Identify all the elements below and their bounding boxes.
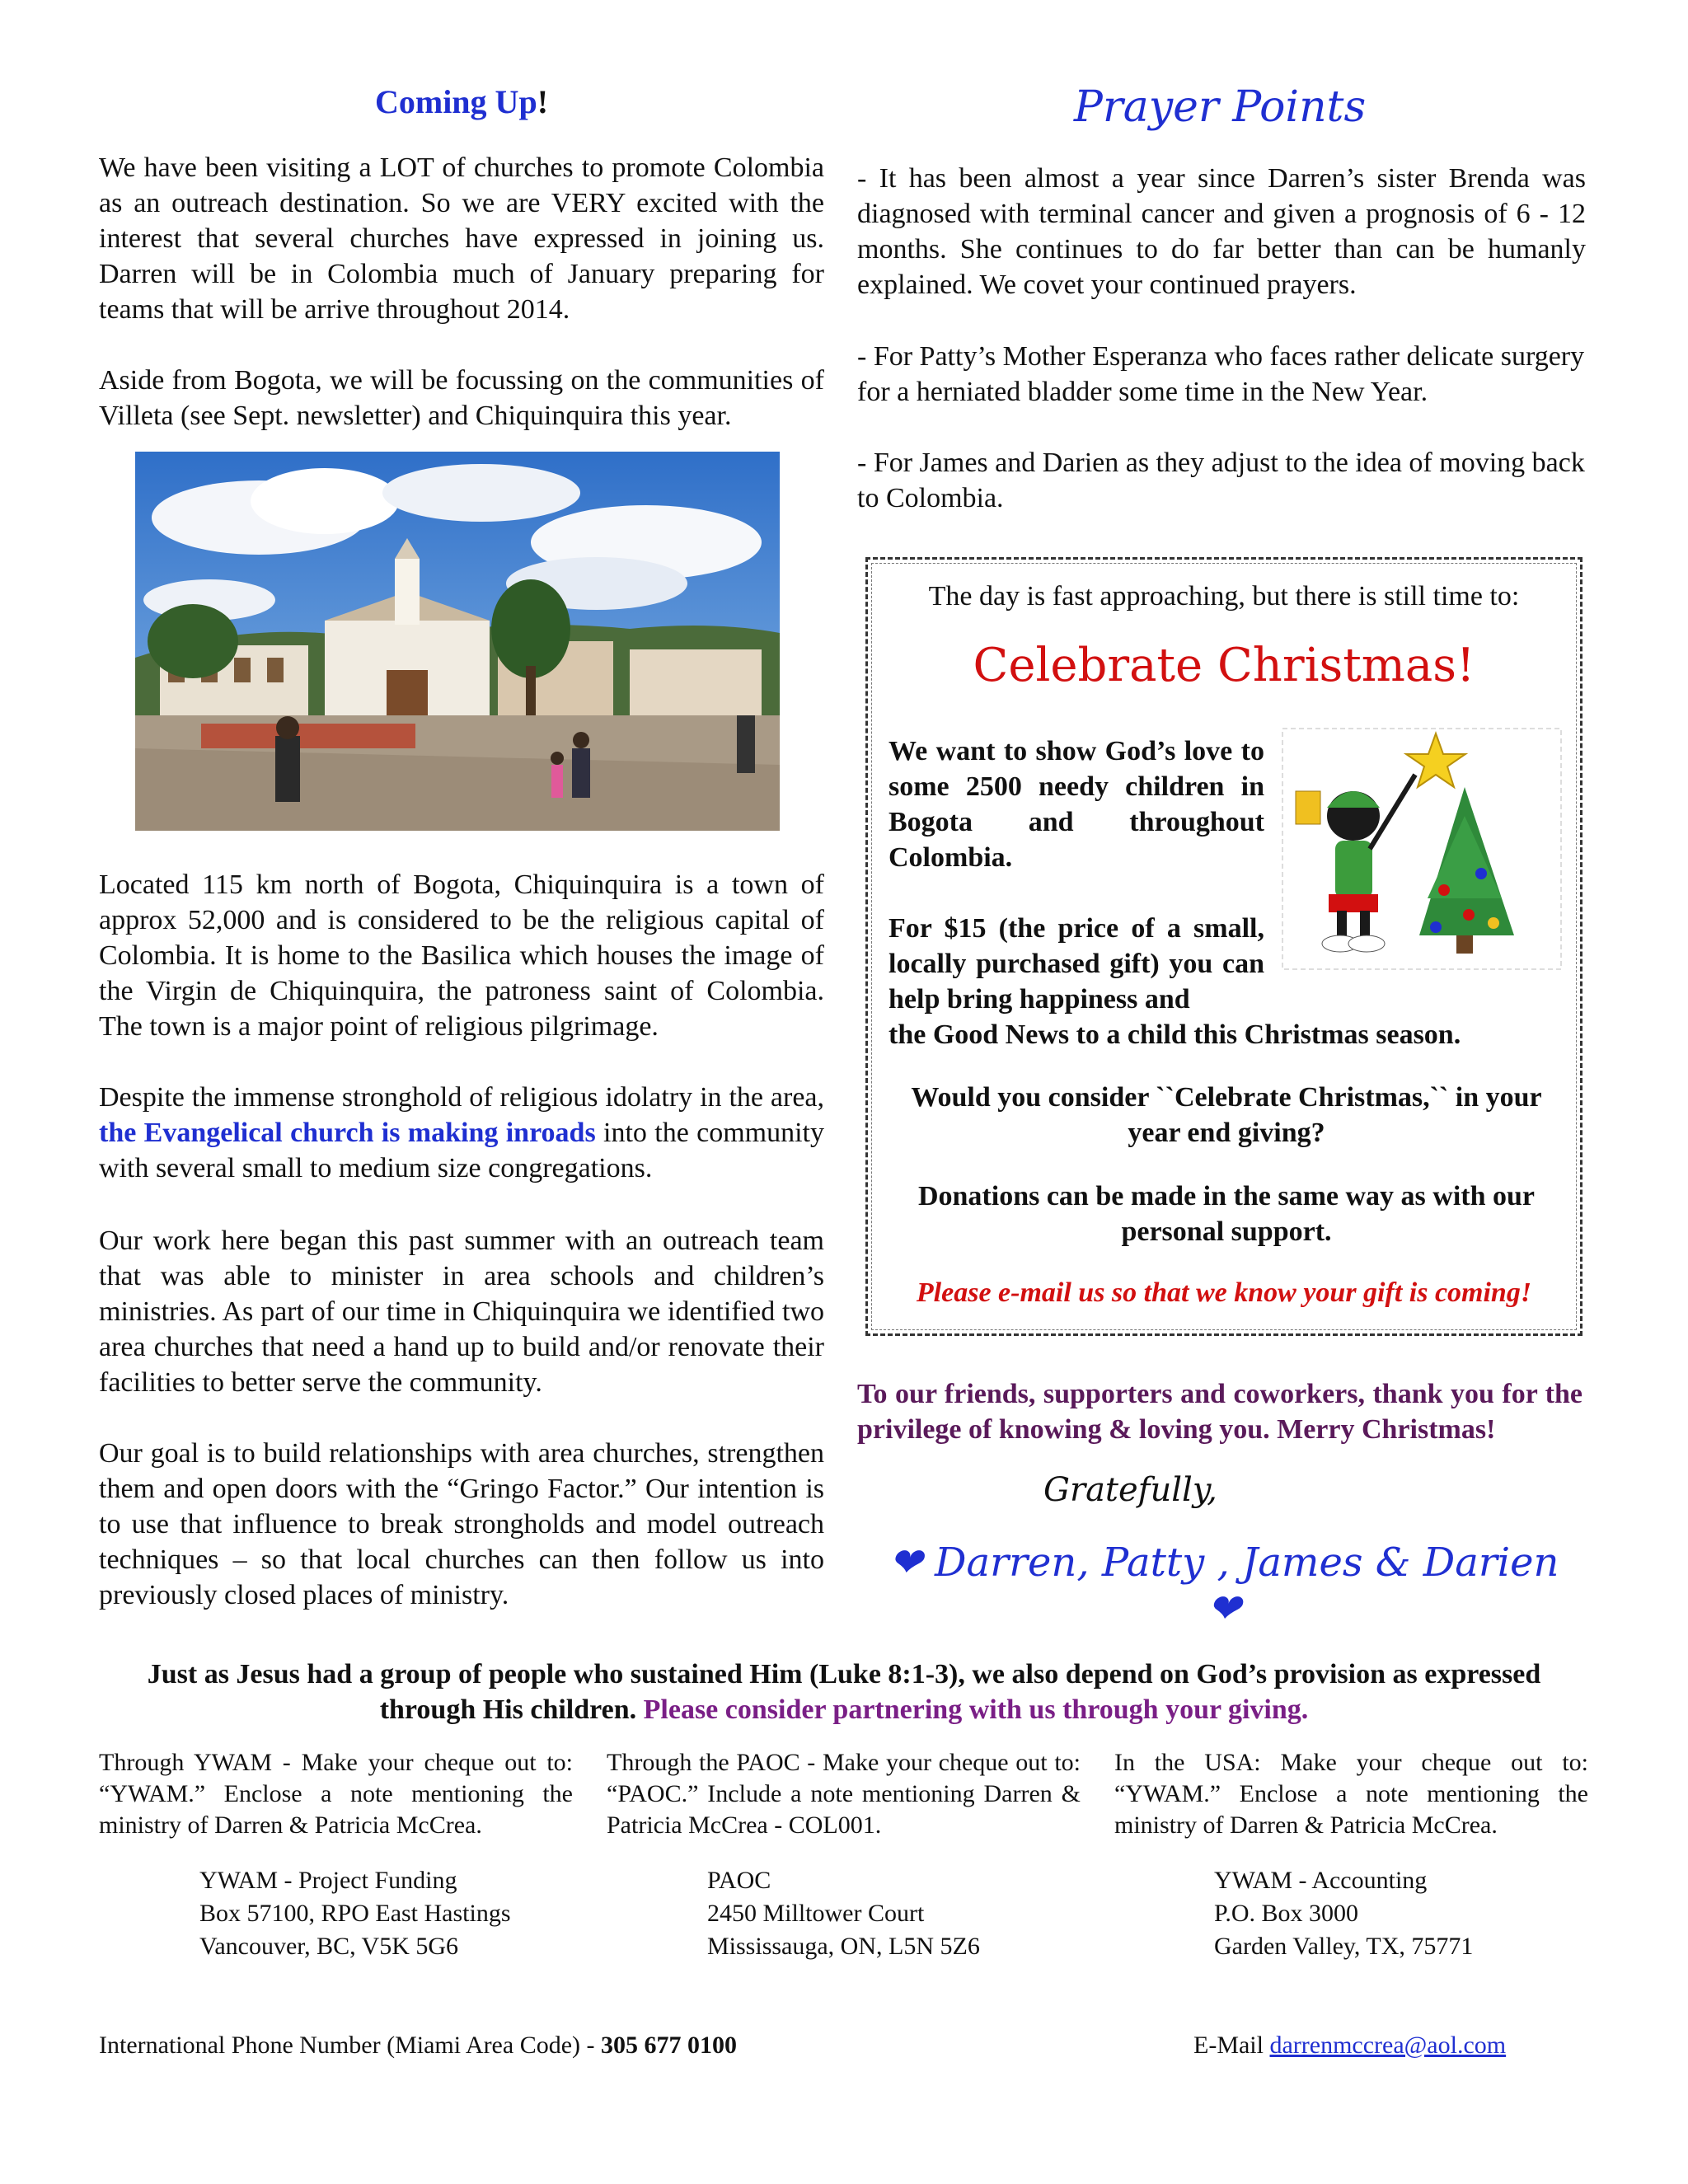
partnership-text: Just as Jesus had a group of people who sustained Him (Luke 8:1-3), we also depend on God’s provision as expressed through His children. — [147, 1659, 1541, 1725]
christmas-email-note: Please e-mail us so that we know your gift is coming! — [916, 1277, 1532, 1308]
usa-giving-instructions: In the USA: Make your cheque out to: “YWAM.” Enclose a note mentioning the ministry of Darren & Patricia McCrea. — [1114, 1749, 1588, 1839]
phone-line — [99, 2032, 737, 2060]
address-line: PAOC — [707, 1867, 771, 1894]
address-line: Mississauga, ON, L5N 5Z6 — [707, 1933, 980, 1960]
email-line — [1193, 2032, 1506, 2060]
christmas-text-1: We want to show God’s love to some 2500 needy children in Bogota and throughout Colombia. — [889, 736, 1264, 873]
evangelical-highlight: the Evangelical church is making inroads — [99, 1118, 596, 1148]
address-line: P.O. Box 3000 — [1214, 1900, 1359, 1927]
address-line: Vancouver, BC, V5K 5G6 — [199, 1933, 459, 1960]
address-line: Garden Valley, TX, 75771 — [1214, 1933, 1474, 1960]
paragraph-4-part-a: Despite the immense stronghold of religious idolatry in the area, — [99, 1082, 824, 1113]
christmas-text-2: For $15 (the price of a small, locally purchased gift) you can help bring happiness and — [889, 913, 1264, 1015]
phone-label: International Phone Number (Miami Area Code) - — [99, 2032, 601, 2059]
coming-up-paragraph-2: Aside from Bogota, we will be focussing on the communities of Villeta (see Sept. newsletter) and Chiquinquira this year. — [99, 365, 824, 431]
address-line: YWAM - Accounting — [1214, 1867, 1428, 1894]
address-line: YWAM - Project Funding — [199, 1867, 457, 1894]
coming-up-title — [99, 82, 824, 121]
chiquinquira-town-photo — [135, 452, 780, 831]
gratefully-text: Gratefully, — [1043, 1471, 1217, 1509]
partnership-highlight: Please consider partnering with us through your giving. — [643, 1694, 1309, 1725]
christmas-text-2b: the Good News to a child this Christmas season. — [889, 1019, 1461, 1050]
phone-number: 305 677 0100 — [601, 2032, 737, 2059]
prayer-point-1: - It has been almost a year since Darren’s sister Brenda was diagnosed with terminal cancer and given a prognosis of 6 - 12 months. She continues to do far better than can be humanly explained. We covet your continued prayers. — [857, 163, 1586, 300]
ywam-giving-instructions: Through YWAM - Make your cheque out to: “YWAM.” Enclose a note mentioning the ministry of Darren & Patricia McCrea. — [99, 1749, 573, 1839]
christmas-intro: The day is fast approaching, but there is still time to: — [928, 581, 1520, 612]
email-link[interactable]: darrenmccrea@aol.com — [1269, 2032, 1507, 2059]
christmas-cartoon-image — [1279, 725, 1564, 972]
signature-names: Darren, Patty , James & Darien — [935, 1540, 1559, 1586]
heart-icon: ❤ — [889, 1540, 922, 1586]
usa-address — [1214, 1864, 1473, 1963]
coming-up-title-text: Coming Up — [374, 83, 537, 120]
prayer-point-2: - For Patty’s Mother Esperanza who faces rather delicate surgery for a herniated bladder some time in the New Year. — [857, 341, 1585, 407]
paragraph-4-part-c: into the community with several small to medium size congregations. — [99, 1118, 824, 1183]
coming-up-paragraph-3: Located 115 km north of Bogota, Chiquinquira is a town of approx 52,000 and is considered to be the religious capital of Colombia. It is home to the Basilica which houses the image of the Virgin de Chiquinquira, the patroness saint of Colombia. The town is a major point of religious pilgrimage. — [99, 869, 824, 1042]
christmas-donations: Donations can be made in the same way as with our personal support. — [917, 1181, 1536, 1247]
paoc-address — [707, 1864, 980, 1963]
coming-up-title-bang: ! — [537, 83, 549, 120]
signature — [882, 1540, 1566, 1632]
coming-up-paragraph-1: We have been visiting a LOT of churches to promote Colombia as an outreach destination. So we are VERY excited with the interest that several churches have expressed in joining us. Darren will be in Colombia much of January preparing for teams that will be arrive throughout 2014. — [99, 152, 824, 325]
address-line: Box 57100, RPO East Hastings — [199, 1900, 511, 1927]
paoc-giving-instructions: Through the PAOC - Make your cheque out to: “PAOC.” Include a note mentioning Darren & Patricia McCrea - COL001. — [607, 1749, 1081, 1839]
celebrate-christmas-title: Celebrate Christmas! — [973, 639, 1475, 692]
coming-up-paragraph-6: Our goal is to build relationships with area churches, strengthen them and open doors with the “Gringo Factor.” Our intention is to use that influence to break strongholds and model outreach techniques – so that local churches can then follow us into previously closed places of ministry. — [99, 1438, 824, 1610]
coming-up-paragraph-4 — [99, 1080, 824, 1186]
heart-icon: ❤ — [1207, 1586, 1241, 1632]
coming-up-paragraph-5: Our work here began this past summer with an outreach team that was able to minister in area schools and children’s ministries. As part of our time in Chiquinquira we identified two area churches that need a hand up to build and/or renovate their facilities to better serve the community. — [99, 1226, 824, 1398]
christmas-question: Would you consider ``Celebrate Christmas,`` in your year end giving? — [911, 1082, 1542, 1148]
prayer-point-3: - For James and Darien as they adjust to the idea of moving back to Colombia. — [857, 448, 1585, 513]
prayer-points-title: Prayer Points — [1073, 82, 1367, 132]
email-label: E-Mail — [1193, 2032, 1270, 2059]
ywam-address — [199, 1864, 511, 1963]
address-line: 2450 Milltower Court — [707, 1900, 925, 1927]
partnership-appeal — [99, 1657, 1589, 1727]
thank-you-message: To our friends, supporters and coworkers, thank you for the privilege of knowing & loving you. Merry Christmas! — [857, 1379, 1582, 1445]
